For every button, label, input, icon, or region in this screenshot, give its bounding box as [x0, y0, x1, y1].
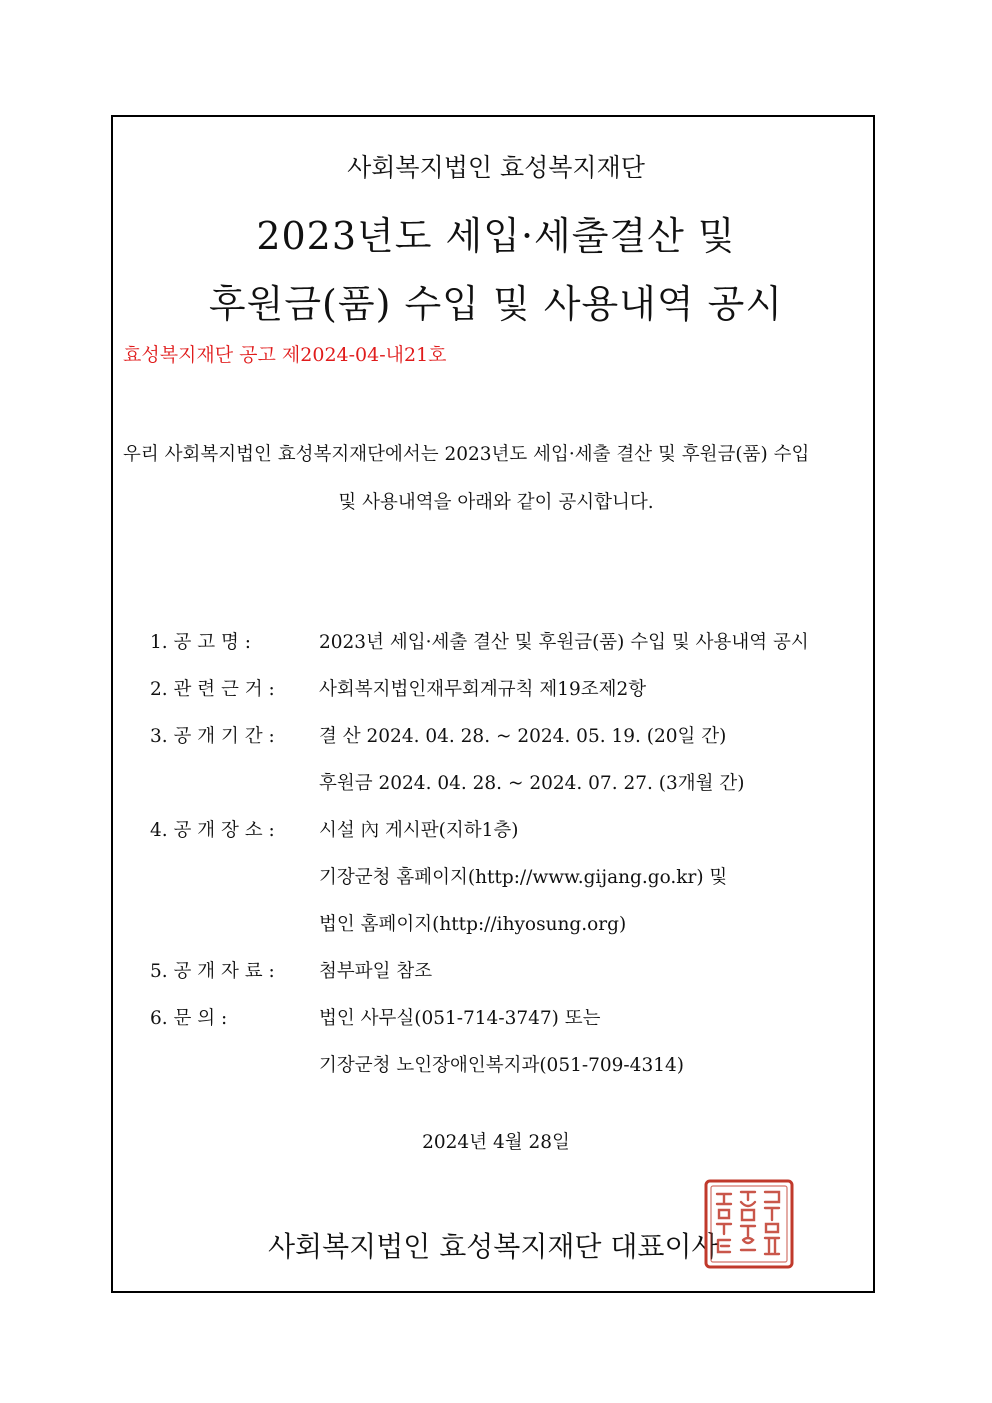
title-line-1: 2023년도 세입·세출결산 및: [256, 214, 736, 258]
issue-date: 2024년 4월 28일: [422, 1132, 570, 1153]
title-line-2: 후원금(품) 수입 및 사용내역 공시: [208, 282, 784, 326]
official-seal-icon: [703, 1178, 795, 1270]
intro-line-1: 우리 사회복지법인 효성복지재단에서는 2023년도 세입·세출 결산 및 후원금(품) 수입: [123, 444, 810, 465]
signature-line: 사회복지법인 효성복지재단 대표이사: [268, 1230, 719, 1263]
item-value-period-donation: 후원금 2024. 04. 28. ~ 2024. 07. 27. (3개월 간): [319, 773, 745, 794]
item-label-period: 3. 공 개 기 간 :: [150, 726, 275, 747]
item-value-basis: 사회복지법인재무회계규칙 제19조제2항: [319, 679, 647, 700]
item-value-inquiry-office: 법인 사무실(051-714-3747) 또는: [319, 1008, 601, 1029]
item-value-title: 2023년 세입·세출 결산 및 후원금(품) 수입 및 사용내역 공시: [319, 632, 809, 653]
item-label-title: 1. 공 고 명 :: [150, 632, 252, 653]
item-value-place-corp-site: 법인 홈페이지(http://ihyosung.org): [319, 914, 627, 935]
item-value-place-county-site: 기장군청 홈페이지(http://www.gijang.go.kr) 및: [319, 867, 728, 888]
item-label-basis: 2. 관 련 근 거 :: [150, 679, 275, 700]
item-label-inquiry: 6. 문 의 :: [150, 1008, 228, 1029]
item-value-place-board: 시설 內 게시판(지하1층): [319, 820, 519, 841]
organization-name: 사회복지법인 효성복지재단: [347, 153, 645, 182]
item-value-inquiry-county: 기장군청 노인장애인복지과(051-709-4314): [319, 1055, 684, 1076]
item-value-materials: 첨부파일 참조: [319, 961, 433, 982]
intro-line-2: 및 사용내역을 아래와 같이 공시합니다.: [338, 492, 654, 513]
item-value-period-settlement: 결 산 2024. 04. 28. ~ 2024. 05. 19. (20일 간): [319, 726, 727, 747]
item-label-place: 4. 공 개 장 소 :: [150, 820, 275, 841]
notice-number: 효성복지재단 공고 제2024-04-내21호: [123, 344, 447, 366]
item-label-materials: 5. 공 개 자 료 :: [150, 961, 275, 982]
